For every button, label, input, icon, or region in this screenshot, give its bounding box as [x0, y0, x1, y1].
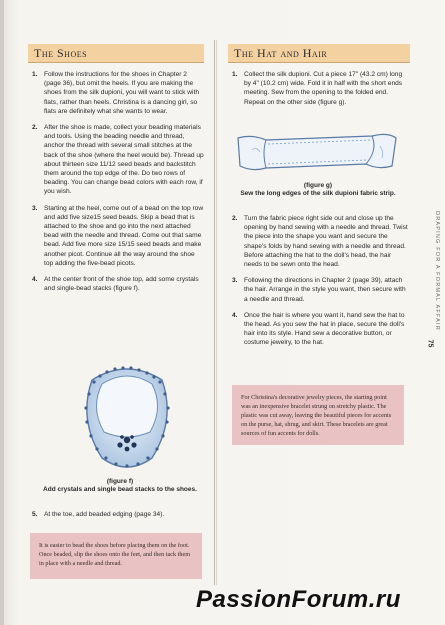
figure-g-label: (figure g): [303, 182, 333, 189]
hat-steps-list: [232, 70, 410, 107]
shoes-tip-box: It is easier to bead the shoes before placing them on the foot. Once beaded, slip the shoes onto the feet, and then tack them in place with a needle and thread.: [30, 533, 202, 579]
section-header-shoes: The Shoes: [28, 44, 204, 63]
list-item: 2. Turn the fabric piece right side out and close up the opening by hand sewing with a needle and thread. Twist the piece into the shape you want and secure the shape's folds by hand sewing with a needle and thread. Before attaching the hat to the doll's head, the hair needs to be sewn onto the head.: [232, 215, 408, 269]
list-item: 3. Starting at the heel, come out of a bead on the top row and add five size15 seed beads. Skip a bead that is attached to the shoe and go into the next attached bead with the needle and thread. Come out that same bead. Add five more size 15/15 seed beads and make another picot. Continue all the way around the shoe top adding the five-bead picots.: [32, 204, 204, 267]
figure-g-fabric-strip-illustration: [232, 124, 402, 180]
page-number: 75: [426, 339, 434, 348]
watermark-logo: PassionForum.ru: [196, 586, 401, 613]
right-column-bottom: [232, 214, 410, 355]
right-column-top: [232, 70, 410, 114]
chapter-title: DRAPING FOR A FORMAL AFFAIR: [434, 211, 440, 331]
list-item: 1. Collect the silk dupioni. Cut a piece 17" (43.2 cm) long by 4" (10.2 cm) wide. Fold it in half with the short ends meeting. Sew from the opening to the folded end. Repeat on the other side (figure g).: [232, 71, 403, 106]
figure-f-label: (figure f): [106, 478, 134, 485]
list-item: 3. Following the directions in Chapter 2 (page 39), attach the hair. Arrange in the style you want, then secure with a needle and thread.: [232, 277, 406, 303]
figure-g-caption: Sew the long edges of the silk dupioni fabric strip.: [240, 190, 396, 197]
section-header-hat-and-hair: The Hat and Hair: [228, 44, 410, 63]
jewelry-tip-box: For Christina's decorative jewelry pieces, the starting point was an inexpensive bracelet strung on stretchy plastic. The plastic was cut away, leaving the beautiful pieces for accents on the purse, hat, shrug, and skirt. These bracelets are great sources of fun accents for dolls.: [232, 385, 404, 445]
list-item: 2. After the shoe is made, collect your beading materials and tools. Using the beading needle and thread, anchor the thread with several small stitches at the back of the shoe (where the heel would be). Thread up about thirteen size 11/12 seed beads and backstitch them around the top edge of the. Do two rows of beading. You can change bead colors with each row, if you wish.: [32, 124, 204, 196]
list-item: 1. Follow the instructions for the shoes in Chapter 2 (page 36), but omit the heels. If you are making the shoes from the silk dupioni, you will want to stick with flats, rather than heels. Christina is a dancing girl, so flats are definitely what she wants to wear.: [32, 71, 200, 115]
list-item: 4. At the center front of the shoe top, add some crystals and single-bead stacks (figure f).: [32, 276, 199, 293]
list-item: 4. Once the hair is where you want it, hand sew the hat to the head. As you sew the hat in place, secure the doll's hair into its style. Hand sew a decorative button, or costume jewelry, to the hat.: [232, 311, 405, 347]
column-divider: [214, 40, 215, 585]
figure-f-shoe-illustration: [72, 360, 182, 475]
figure-f-caption: Add crystals and single bead stacks to the shoes.: [43, 486, 197, 493]
chapter-side-tab: [428, 210, 438, 340]
left-column: [32, 70, 204, 300]
shoes-steps-list: [32, 70, 204, 293]
column-divider-shadow: [216, 40, 217, 585]
page-spine-shadow: [0, 0, 4, 625]
hat-steps-list-continued: [232, 214, 410, 348]
left-step-5: [32, 510, 204, 526]
list-item: 5. At the toe, add beaded edging (page 34).: [32, 511, 165, 518]
